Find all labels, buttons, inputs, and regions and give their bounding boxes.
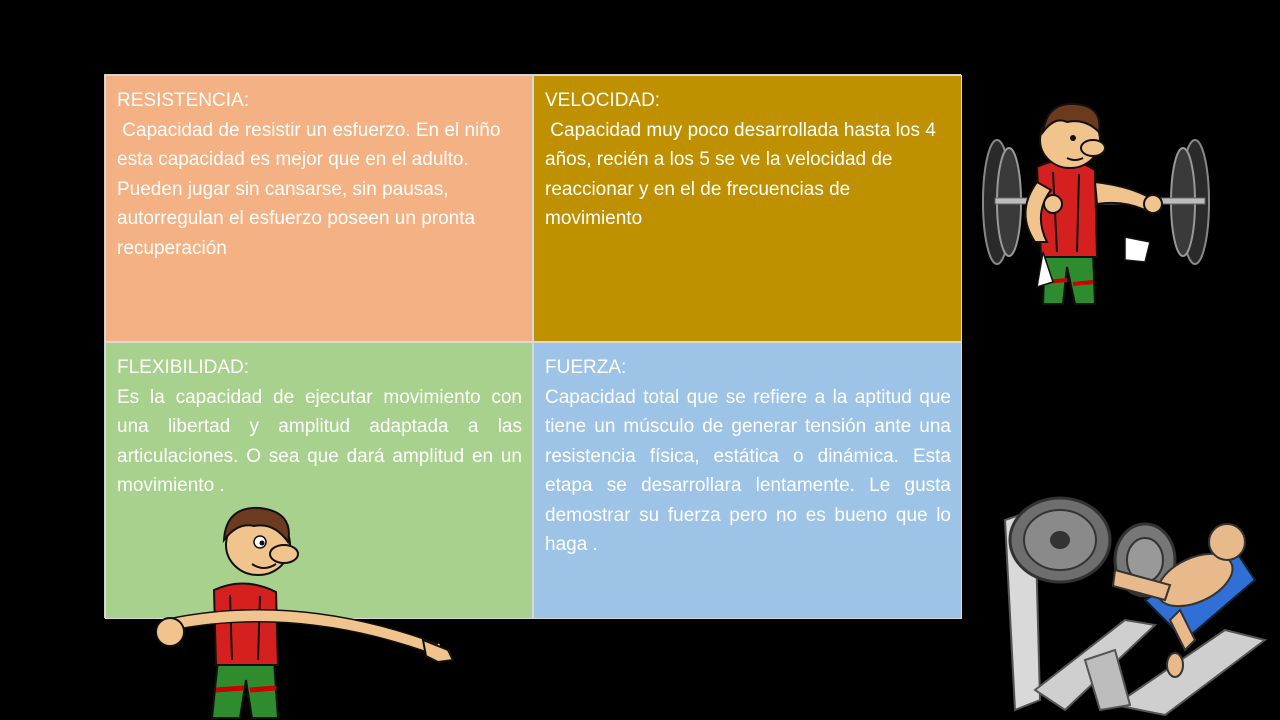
leg-press-icon: [995, 490, 1280, 720]
cell-resistencia: [105, 75, 533, 342]
fuerza-body: Capacidad total que se refiere a la aptitud que tiene un músculo de generar tensión ante una resistencia física, estática o dinámica. Esta etapa se desarrollara lentamente. Le gusta demostrar su fuerza pero no es bueno que lo haga .: [545, 386, 951, 555]
weightlifter-illustration: [975, 92, 1225, 317]
resistencia-body: Capacidad de resistir un esfuerzo. En el niño esta capacidad es mejor que en el adulto. Pueden jugar sin cansarse, sin pausas, autorregulan el esfuerzo poseen un pronta recuperación: [117, 119, 506, 259]
cell-velocidad: [533, 75, 962, 342]
weightlifter-icon: [975, 92, 1225, 317]
stretching-icon: [148, 500, 458, 720]
leg-press-illustration: [995, 490, 1280, 720]
velocidad-heading: VELOCIDAD:: [545, 90, 661, 111]
fuerza-heading: FUERZA:: [545, 357, 627, 378]
stretching-illustration: [148, 500, 458, 720]
velocidad-body: Capacidad muy poco desarrollada hasta los 4 años, recién a los 5 se ve la velocidad de reaccionar y en el de frecuencias de movimiento: [545, 119, 942, 229]
flexibilidad-body: Es la capacidad de ejecutar movimiento con una libertad y amplitud adaptada a las articulaciones. O sea que dará amplitud en un movimiento .: [117, 386, 522, 496]
cell-fuerza: [533, 342, 962, 619]
resistencia-heading: RESISTENCIA:: [117, 90, 249, 111]
flexibilidad-heading: FLEXIBILIDAD:: [117, 357, 249, 378]
